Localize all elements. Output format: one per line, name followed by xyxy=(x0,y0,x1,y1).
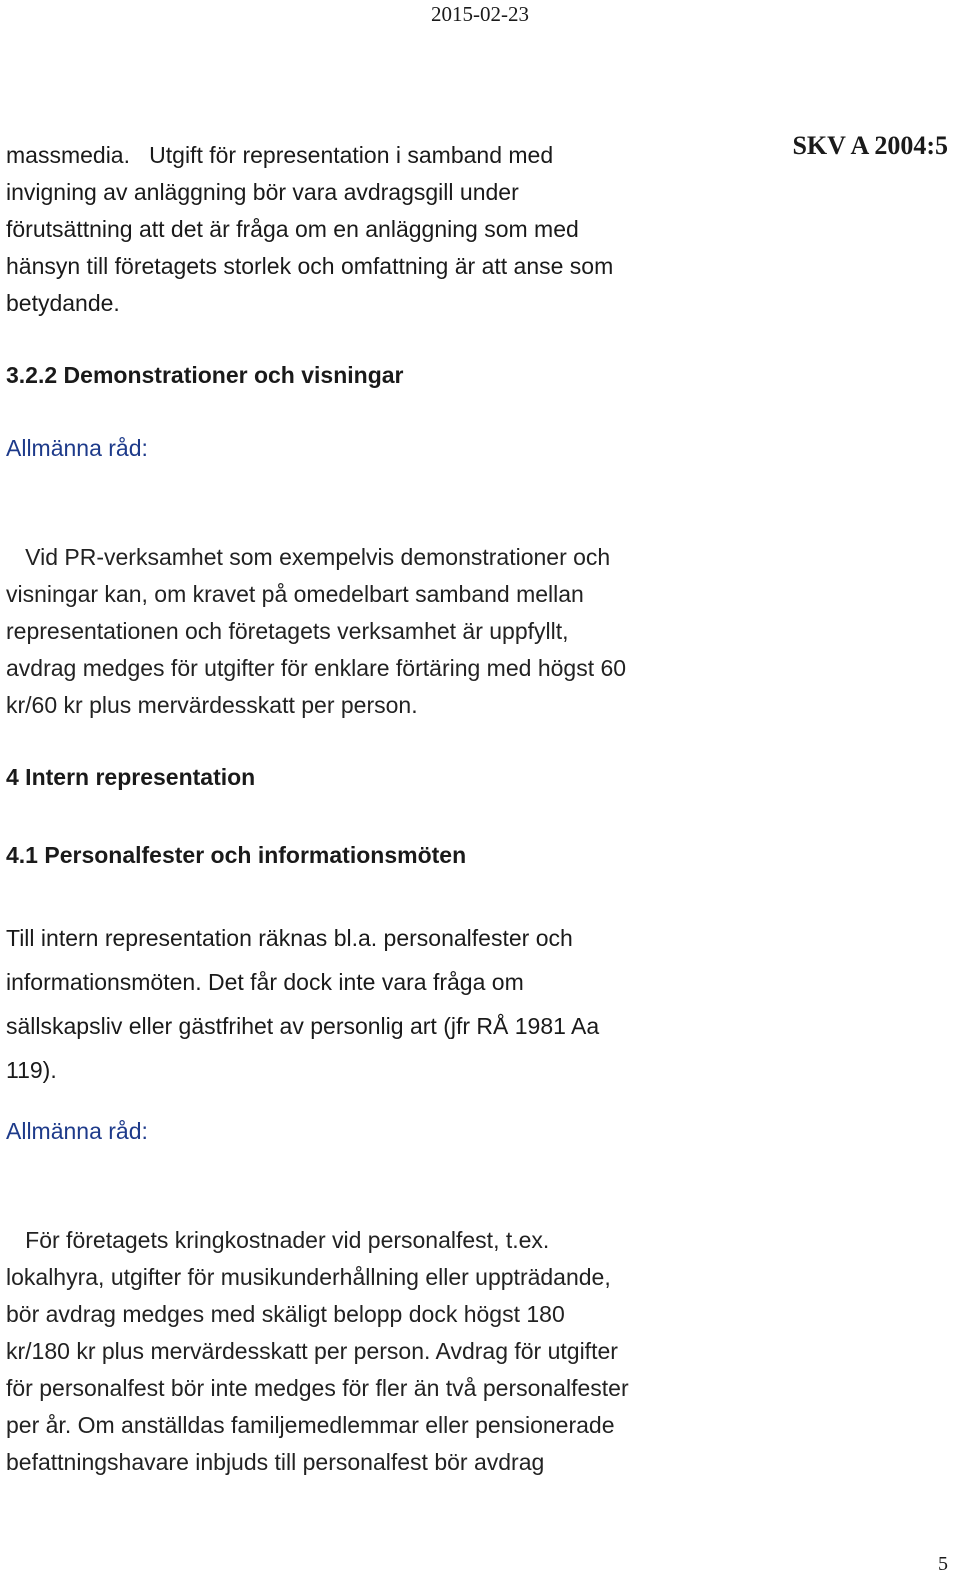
advice-line: För företagets kringkostnader vid personalfest, t.ex. xyxy=(6,1227,550,1253)
body-line: 119). xyxy=(6,1057,57,1083)
intro-paragraph xyxy=(6,137,613,322)
intro-line: invigning av anläggning bör vara avdragsgill under xyxy=(6,179,519,205)
body-line: informationsmöten. Det får dock inte vara fråga om xyxy=(6,969,524,995)
intro-line: massmedia. Utgift för representation i samband med xyxy=(6,142,554,168)
body-line: Till intern representation räknas bl.a. personalfester och xyxy=(6,925,573,951)
intro-line: förutsättning att det är fråga om en anläggning som med xyxy=(6,216,579,242)
advice-paragraph-2 xyxy=(6,1222,629,1481)
section-4-heading: 4 Intern representation xyxy=(6,764,256,790)
advice-line: avdrag medges för utgifter för enklare förtäring med högst 60 xyxy=(6,655,627,681)
allmanna-rad-label: Allmänna råd: xyxy=(6,435,148,461)
advice-line: representationen och företagets verksamhet är uppfyllt, xyxy=(6,618,569,644)
body-line: sällskapsliv eller gästfrihet av personlig art (jfr RÅ 1981 Aa xyxy=(6,1013,600,1039)
document-reference: SKV A 2004:5 xyxy=(792,131,948,160)
page-number: 5 xyxy=(938,1553,948,1575)
advice-line: befattningshavare inbjuds till personalfest bör avdrag xyxy=(6,1449,545,1475)
section-4-1-body xyxy=(6,916,599,1092)
advice-line: kr/180 kr plus mervärdesskatt per person. Avdrag för utgifter xyxy=(6,1338,618,1364)
section-3-2-2-heading: 3.2.2 Demonstrationer och visningar xyxy=(6,362,404,388)
intro-line: betydande. xyxy=(6,290,120,316)
advice-line: Vid PR-verksamhet som exempelvis demonstrationer och xyxy=(6,544,611,570)
page-date: 2015-02-23 xyxy=(431,2,529,26)
allmanna-rad-label: Allmänna råd: xyxy=(6,1118,148,1144)
advice-line: per år. Om anställdas familjemedlemmar eller pensionerade xyxy=(6,1412,615,1438)
advice-line: kr/60 kr plus mervärdesskatt per person. xyxy=(6,692,418,718)
advice-line: bör avdrag medges med skäligt belopp dock högst 180 xyxy=(6,1301,565,1327)
advice-paragraph-1 xyxy=(6,539,626,724)
intro-line: hänsyn till företagets storlek och omfattning är att anse som xyxy=(6,253,614,279)
section-4-1-heading: 4.1 Personalfester och informationsmöten xyxy=(6,842,467,868)
advice-line: för personalfest bör inte medges för fler än två personalfester xyxy=(6,1375,629,1401)
advice-line: visningar kan, om kravet på omedelbart samband mellan xyxy=(6,581,584,607)
advice-line: lokalhyra, utgifter för musikunderhållning eller uppträdande, xyxy=(6,1264,611,1290)
